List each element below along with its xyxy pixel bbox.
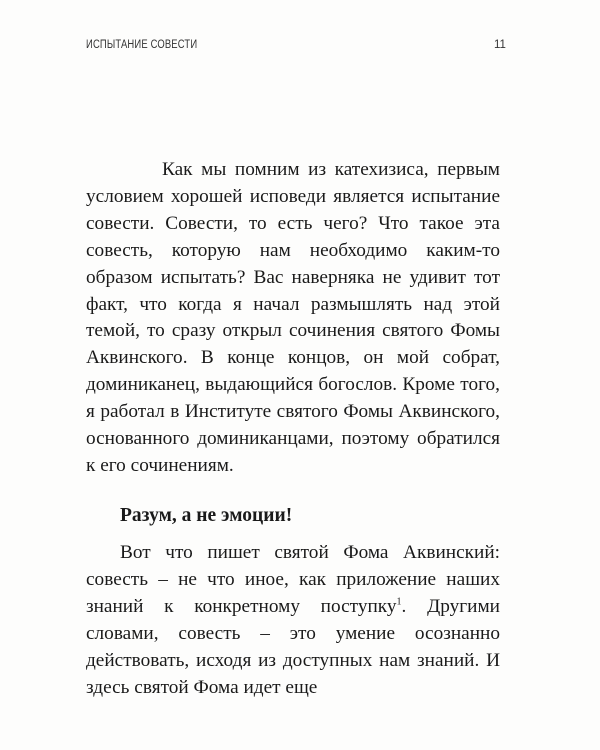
running-head-title: ИСПЫТАНИЕ СОВЕСТИ <box>86 39 198 51</box>
paragraph-text-before-footnote: Вот что пишет святой Фома Аквинский: совесть – не что иное, как приложение наших знаний к конкретному поступку <box>86 542 500 617</box>
section-heading: Разум, а не эмоции! <box>120 505 293 526</box>
body-paragraph-2 <box>86 540 500 701</box>
page-number: 11 <box>494 39 506 51</box>
body-paragraph-1: Как мы помним из катехизиса, первым условием хорошей исповеди является испытание совести. Совести, то есть чего? Что такое эта совесть, которую нам необходимо каким-то образом испытать? Вас наверняка не удивит тот факт, что когда я начал размышлять над этой темой, то сразу открыл сочинения святого Фомы Аквинского. В конце концов, он мой собрат, доминиканец, выдающийся богослов. Кроме того, я работал в Институте святого Фомы Аквинского, основанного доминиканцами, поэтому обратился к его сочинениям. <box>86 159 500 476</box>
paragraph-text-after-footnote: . Другими словами, совесть – это умение осознанно действовать, исходя из доступных нам знаний. И здесь святой Фома идет еще <box>86 595 500 698</box>
footnote-marker[interactable]: 1 <box>396 596 402 608</box>
